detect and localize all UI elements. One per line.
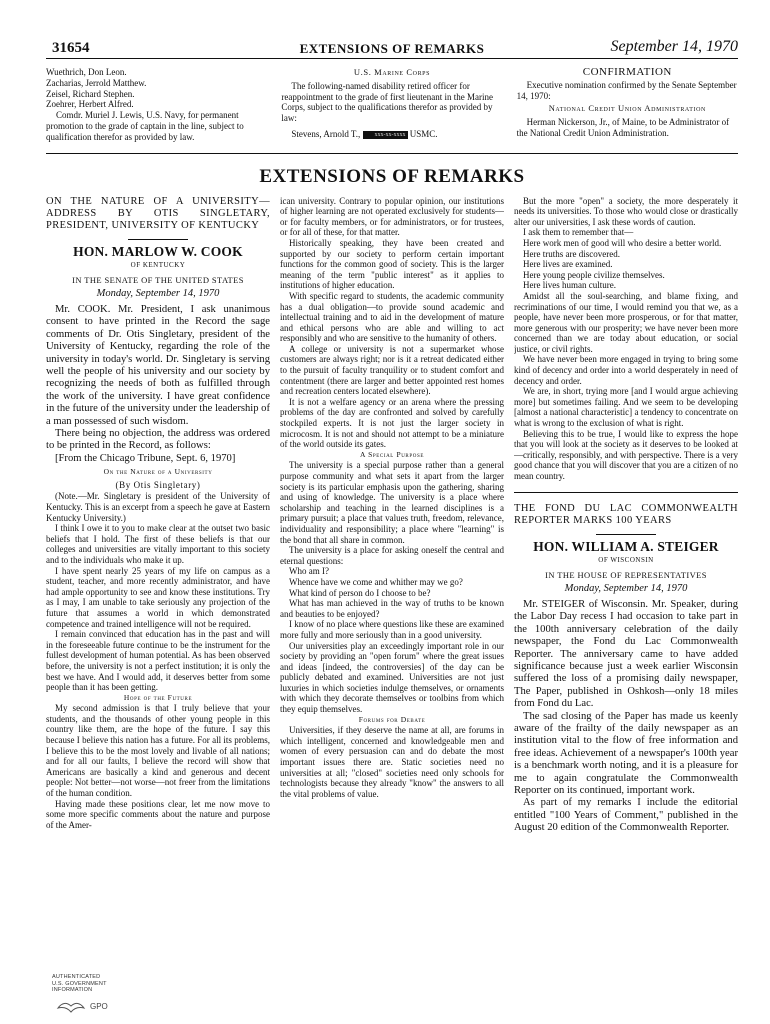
body-paragraph: I know of no place where questions like these are examined more fully and more seriously than in a good university. [280,619,504,640]
speech-date-2: Monday, September 14, 1970 [564,583,688,595]
body-paragraph: I have spent nearly 25 years of my life on campus as a student, teacher, and more recently administrator, and have had ample opportunity to see and know these institutions. Try as I may, I am unable to take seriously any projection of the future that assumes a world in which demonstrated competence and trained intelligence will not be required. [46,565,270,629]
body-paragraph: Here truths are discovered. [523,248,620,259]
body-paragraph: A college or university is not a supermarket whose customers are always right; nor is it a retreat dedicated either to the pursuit of faculty tranquility or to student comfort and contentment (there are larger and better appointed rest homes and recreation centers located elsewhere). [280,343,504,397]
article-title: ON THE NATURE OF A UNIVERSITY—ADDRESS BY OTIS SINGLETARY, PRESIDENT, UNIVERSITY OF KENTUCKY [46,195,270,231]
body-paragraph: The university is a special purpose rather than a general purpose community and what sets it apart from the larger society is its particular emphasis upon the gathering, sharing and using of knowledge. The university is a place where scholarship and teaching in the learned disciplines is a primary pursuit; a place that values truth, freedom, relevance, individuality and responsibility; a place where "learning" is the bond that all share in common. [280,460,504,545]
body-paragraph: Here young people civilize themselves. [523,269,665,280]
question-line: Whence have we come and whither may we go? [289,576,463,587]
nominee-suffix: USMC. [409,128,438,139]
nominee-name: Zoehrer, Herbert Alfred. [46,99,134,110]
question-line: What has man achieved in the way of truths to be known and beauties to be enjoyed? [280,598,504,619]
eagle-icon [56,998,86,1016]
body-paragraph: Here lives are examined. [523,259,613,270]
marine-corps-heading: U.S. Marine Corps [353,67,431,77]
page-number: 31654 [52,40,90,56]
nominations-col-2 [281,67,502,143]
body-paragraph: As part of my remarks I include the editorial entitled "100 Years of Comment," published in the August 20 edition of the Commonwealth Reporter. [514,797,738,834]
body-paragraph: I remain convinced that education has in the past and will in the foreseeable future continue to be the instrument for the fullest development of human potential. As has been observed before, the university is not a perfect institution; it is only the best we have. And I would add, it deserves better from some people than it has been getting. [46,629,270,693]
marine-corps-nominee [281,129,502,140]
header-date: September 14, 1970 [610,38,738,55]
intro-paragraph: There being no objection, the address was ordered to be printed in the Record, as follows: [46,428,270,452]
speaker-name-2: HON. WILLIAM A. STEIGER [533,538,719,554]
article-title-2: THE FOND DU LAC COMMONWEALTH REPORTER MARKS 100 YEARS [514,502,738,526]
confirmation-text: Executive nomination confirmed by the Senate September 14, 1970: [516,79,737,101]
body-paragraph: We are, in short, trying more [and I would argue achieving more] but sometimes failing. And we seem to be developing [almost a national characteristic] a tendency to concentrate on what is wrong to the exclusion of what is right. [514,386,738,429]
nominee-name: Stevens, Arnold T., [291,128,361,139]
section-name: EXTENSIONS OF REMARKS [299,41,485,56]
body-paragraph: Here lives human culture. [523,280,616,291]
nominee-name: Wuethrich, Don Leon. [46,67,127,77]
chamber: IN THE SENATE OF THE UNITED STATES [72,274,244,285]
body-paragraph: I think I owe it to you to make clear at the outset two basic beliefs that I hold. The first of these beliefs is that our colleges and universities are vitally important to this society and to the individuals who make it up. [46,523,270,565]
chamber-2: IN THE HOUSE OF REPRESENTATIVES [545,569,707,580]
body-paragraph: It is not a welfare agency or an arena where the pressing problems of the day are confronted and solved by carefully stockpiled experts. It is not just the larger society in microcosm. It is not and should not attempt to be a miniature of the world outside its gates. [280,396,504,450]
byline: (By Otis Singletary) [115,479,201,490]
nomination-note: Comdr. Muriel J. Lewis, U.S. Navy, for permanent promotion to the grade of captain in the line, subject to qualification therefor as provided by law. [46,110,244,142]
nominee-name: Zeisel, Richard Stephen. [46,88,135,99]
nominations-col-1 [46,67,267,143]
body-paragraph: Amidst all the soul-searching, and blame fixing, and recriminations of our time, I would remind you that we, as a people, have never been more prosperous, or for that matter, more generous with our prosperity; we have never been more concerned than we are today about education, or social justice, or civil rights. [514,290,738,354]
question-line: Who am I? [289,566,329,577]
article-columns [46,196,738,976]
marine-corps-text: The following-named disability retired officer for reappointment to the grade of first lieutenant in the Marine Corps, subject to the qualifications therefor as provided by law: [281,80,494,124]
subheading-forums: Forums for Debate [358,714,426,724]
running-header [46,36,738,59]
body-paragraph: Here work men of good will who desire a better world. [523,237,722,248]
section-divider [46,153,738,154]
body-paragraph: Believing this to be true, I would like to express the hope that you will look at the society as it deserves to be looked at—critically, responsibly, and with perspective. There is a very good chance that you will discover that you are a citizen of no mean country. [514,428,738,482]
confirmation-heading: CONFIRMATION [582,66,672,78]
gpo-mark: GPO [90,1002,108,1011]
speaker-state-2: OF WISCONSIN [598,556,654,565]
body-paragraph: Mr. STEIGER of Wisconsin. Mr. Speaker, during the Labor Day recess I had occasion to take part in the 100th anniversary celebration of the daily newspaper, the Fond du Lac Commonwealth Reporter. The anniversary came to have added significance because just a week earlier Wisconsin suffered the loss of a promising daily newspaper, The Paper, published in Oshkosh—only 18 miles from Fond du Lac. [514,598,738,710]
article-divider [514,492,738,493]
column-3 [514,196,738,976]
logo-line: INFORMATION [52,987,93,993]
speaker-state: OF KENTUCKY [130,261,186,270]
nominee-name: Zacharias, Jerrold Matthew. [46,77,147,88]
speaker-name: HON. MARLOW W. COOK [73,243,243,259]
body-paragraph: The sad closing of the Paper has made us keenly aware of the frailty of the daily newspaper as an institution vital to the flow of free information and free ideas. Achievement of a newspaper's 100th year is a benchmark worth noting, and it is a pleasure for me to again congratulate the Commonwealth Reporter on its continued, important work. [514,710,738,797]
nominations-block [46,67,738,143]
source-line: [From the Chicago Tribune, Sept. 6, 1970] [55,452,236,464]
question-line: What kind of person do I choose to be? [289,587,431,598]
column-1 [46,196,270,976]
logo-line: AUTHENTICATED [52,974,101,980]
body-paragraph: I ask them to remember that— [523,227,634,238]
body-paragraph: With specific regard to students, the academic community has a dual obligation—to provide sound academic and intellectual training and to aid in the development of mature and ethical persons who are able and willing to act responsibly and who are sensitive to the humanity of others. [280,290,504,344]
body-paragraph: Universities, if they deserve the name at all, are forums in which intelligent, concerned and knowledgeable men and women of every persuasion can and do debate the most important issues there are. Static societies need no universities at all; "closed" societies need only schools for technologists because they already "know" the answers to all the vital problems of value. [280,725,504,799]
body-paragraph: We have never been more engaged in trying to bring some kind of decency and order into a world desperately in need of decency and order. [514,354,738,386]
body-paragraph: ican university. Contrary to popular opinion, our institutions of higher learning are not operated exclusively for students—or for faculty members, or for administrators, or for trustees, or for all of these, for that matter. [280,195,504,238]
speech-date: Monday, September 14, 1970 [96,288,220,300]
title-rule [596,534,656,535]
title-rule [128,239,188,240]
body-paragraph: Historically speaking, they have been created and supported by our society to perform certain important functions for the common good of society. This is the larger meaning of the term "public interest" as it applies to institutions of higher education. [280,237,504,291]
record-page [46,36,738,976]
subheading-hope: Hope of the Future [123,692,193,702]
body-paragraph: The university is a place for asking oneself the central and eternal questions: [280,545,504,566]
main-title: EXTENSIONS OF REMARKS [259,165,525,187]
intro-paragraph: Mr. COOK. Mr. President, I ask unanimous consent to have printed in the Record the sage comments of Dr. Otis Singletary, president of the University of Kentucky, regarding the role of the university in today's world. Dr. Singletary is serving well the people of his university and our society by recognizing the needs of both as fulfilled through the work of the university. I have great confidence in the future of the university under the leadership of a man possessed of such wisdom. [46,303,270,427]
nominations-col-3 [517,67,738,143]
body-paragraph: My second admission is that I truly believe that your students, and the thousands of other young people in this country like them, are the hope of the future. I say this because I believe this nation has a future. For all its problems, I believe this to be the most lovely and livable of all nations; and for all our faults, I believe the record will show that Americans are basically a kind and generous and decent people: Not better—not worse—not freer from the limitations of the human condition. [46,703,270,799]
subheading-purpose: A Special Purpose [360,449,424,459]
logo-line: U.S. GOVERNMENT [52,980,107,987]
body-paragraph: Our universities play an exceedingly important role in our society by providing an "open forum" where the great issues and ideas [indeed, the controversies] of the day can be publicly debated and examined. Universities are not just luxuries in which societies indulge themselves, or ornaments with which they decorate themselves or toolbins from which they equip themselves. [280,640,504,715]
editor-note: (Note.—Mr. Singletary is president of the University of Kentucky. This is an excerpt from a speech he gave at Eastern Kentucky University.) [46,491,270,523]
speech-subtitle: On the Nature of a University [103,467,213,477]
body-paragraph: Having made these positions clear, let me now move to some more specific comments about the nature and purpose of the Amer- [46,798,270,830]
confirmation-body: Herman Nickerson, Jr., of Maine, to be Administrator of the National Credit Union Administration. [516,117,730,138]
column-2 [280,196,504,976]
agency-heading: National Credit Union Administration [548,103,706,114]
body-paragraph: But the more "open" a society, the more desperately it needs its universities. To those who would close or drastically alter our universities, I ask these words of caution. [514,195,738,227]
redacted-number: xxx-xx-xxxx [363,131,408,139]
gpo-authentication-logo [52,974,132,1020]
